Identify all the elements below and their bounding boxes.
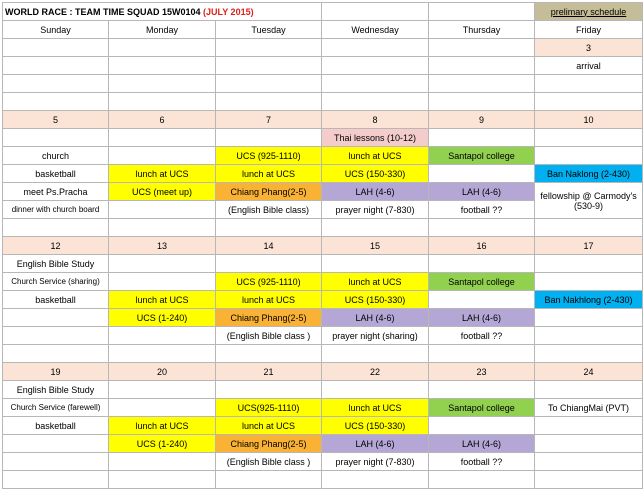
title-month: (JULY 2015) [203,6,254,17]
date-cell: 17 [535,237,643,255]
event-cell: lunch at UCS [216,417,322,435]
week0-row [3,75,643,93]
event-cell: UCS (1-240) [109,309,216,327]
event-cell: lunch at UCS [216,165,322,183]
event-cell: football ?? [429,453,535,471]
date-cell: 23 [429,363,535,381]
event-cell: (English Bible class ) [216,327,322,345]
event-cell: meet Ps.Pracha [3,183,109,201]
event-cell: UCS (925-1110) [216,147,322,165]
week3-row [3,381,643,399]
day-header-row [3,21,643,39]
event-cell: Thai lessons (10-12) [322,129,429,147]
event-cell: Santapol college [429,147,535,165]
schedule-table [2,2,643,489]
date-cell: 24 [535,363,643,381]
event-cell: Chiang Phang(2-5) [216,435,322,453]
event-cell: Ban Nakhlong (2-430) [535,291,643,309]
date-cell: 19 [3,363,109,381]
week0-row [3,57,643,75]
event-cell: lunch at UCS [322,273,429,291]
week3-row [3,435,643,453]
spacer-row [3,345,643,363]
event-cell: UCS (meet up) [109,183,216,201]
week2-row [3,273,643,291]
event-cell: LAH (4-6) [322,309,429,327]
date-cell: 6 [109,111,216,129]
week3-row [3,399,643,417]
event-cell: Ban Naklong (2-430) [535,165,643,183]
event-cell: LAH (4-6) [322,183,429,201]
date-cell: 21 [216,363,322,381]
week2-row [3,309,643,327]
spacer-row [3,93,643,111]
day-wednesday: Wednesday [322,21,429,39]
date-cell: 15 [322,237,429,255]
event-cell: Santapol college [429,273,535,291]
event-cell: lunch at UCS [109,165,216,183]
week1-row [3,129,643,147]
event-cell: LAH (4-6) [429,435,535,453]
date-cell: 12 [3,237,109,255]
week1-row [3,183,643,201]
event-cell: football ?? [429,327,535,345]
week1-row [3,165,643,183]
event-cell: UCS (150-330) [322,165,429,183]
event-cell: LAH (4-6) [429,183,535,201]
event-cell: dinner with church board [3,201,109,219]
event-cell: Chiang Phang(2-5) [216,183,322,201]
day-monday: Monday [109,21,216,39]
spacer-row [3,219,643,237]
day-thursday: Thursday [429,21,535,39]
date-cell: 9 [429,111,535,129]
event-cell: prayer night (7-830) [322,201,429,219]
event-cell: basketball [3,165,109,183]
event-cell: lunch at UCS [109,417,216,435]
day-sunday: Sunday [3,21,109,39]
event-cell: basketball [3,417,109,435]
event-cell: Chiang Phang(2-5) [216,309,322,327]
date-cell: 3 [535,39,643,57]
day-tuesday: Tuesday [216,21,322,39]
event-cell: arrival [535,57,643,75]
title-row [3,3,643,21]
week3-date-row [3,363,643,381]
date-cell: 7 [216,111,322,129]
day-friday: Friday [535,21,643,39]
event-cell: UCS (150-330) [322,291,429,309]
date-cell: 8 [322,111,429,129]
event-cell: UCS(925-1110) [216,399,322,417]
date-cell: 10 [535,111,643,129]
week1-row [3,147,643,165]
date-cell: 22 [322,363,429,381]
date-cell: 5 [3,111,109,129]
event-cell: Church Service (farewell) [3,399,109,417]
prelim-label: prelimary schedule [535,3,643,21]
event-cell: prayer night (7-830) [322,453,429,471]
week0-date-row [3,39,643,57]
event-cell: English Bible Study [3,381,109,399]
week1-date-row [3,111,643,129]
event-cell: UCS (925-1110) [216,273,322,291]
sheet-title [3,3,322,21]
week2-date-row [3,237,643,255]
event-cell: football ?? [429,201,535,219]
event-cell: church [3,147,109,165]
event-cell: (English Bible class ) [216,453,322,471]
event-cell: prayer night (sharing) [322,327,429,345]
event-cell: Church Service (sharing) [3,273,109,291]
event-cell: To ChiangMai (PVT) [535,399,643,417]
week3-row [3,417,643,435]
event-cell: lunch at UCS [109,291,216,309]
week2-row [3,255,643,273]
date-cell: 14 [216,237,322,255]
spacer-row [3,471,643,489]
event-cell: English Bible Study [3,255,109,273]
event-cell: UCS (1-240) [109,435,216,453]
date-cell: 16 [429,237,535,255]
event-cell: LAH (4-6) [322,435,429,453]
event-cell: (English Bible class) [216,201,322,219]
event-cell: Santapol college [429,399,535,417]
week2-row [3,291,643,309]
event-cell: basketball [3,291,109,309]
date-cell: 13 [109,237,216,255]
week2-row [3,327,643,345]
event-cell: fellowship @ Carmody's (530-9) [535,183,643,219]
date-cell: 20 [109,363,216,381]
event-cell: lunch at UCS [322,147,429,165]
event-cell: lunch at UCS [216,291,322,309]
event-cell: lunch at UCS [322,399,429,417]
event-cell: LAH (4-6) [429,309,535,327]
event-cell: UCS (150-330) [322,417,429,435]
week3-row [3,453,643,471]
title-main: WORLD RACE : TEAM TIME SQUAD 15W0104 [5,6,201,17]
